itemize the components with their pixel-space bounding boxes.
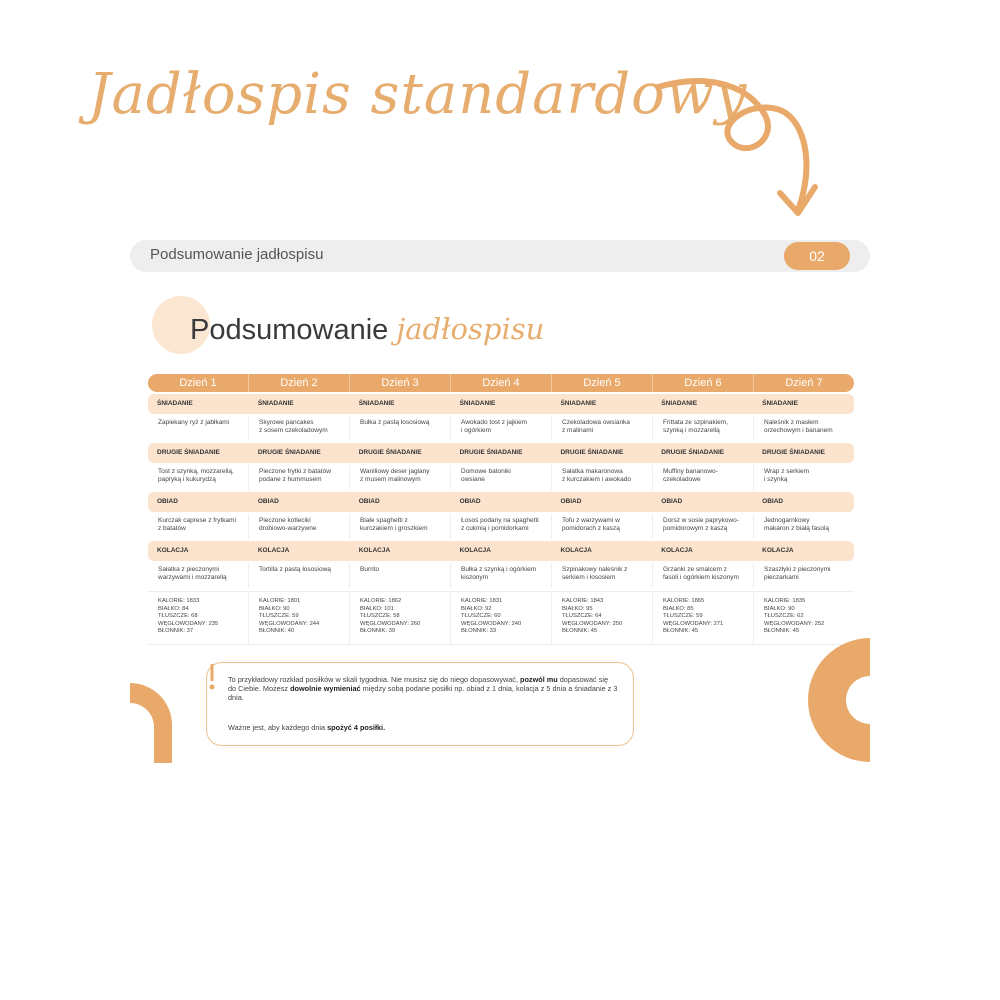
exclamation-icon: [209, 664, 215, 690]
nutrition-line: BŁONNIK: 39: [360, 628, 396, 635]
nutrition-line: WĘGLOWODANY: 260: [360, 620, 421, 627]
meal-label: ŚNIADANIE: [358, 400, 395, 407]
nutrition-line: KALORIE: 1833: [158, 598, 200, 604]
nutrition-line: BIAŁKO: 92: [461, 605, 492, 612]
meal-label: DRUGIE ŚNIADANIE: [661, 449, 725, 456]
nutrition-line: WĘGLOWODANY: 235: [158, 620, 219, 627]
meal-item: Szaszłyki z pieczonymi pieczarkami: [764, 566, 831, 581]
meal-label-row: [148, 492, 854, 512]
nutrition-line: WĘGLOWODANY: 271: [663, 620, 724, 627]
meal-label: KOLACJA: [661, 547, 693, 554]
meal-label: KOLACJA: [358, 547, 391, 554]
food-row: [148, 416, 854, 441]
meal-item: Sałatka z pieczonymi warzywami i mozzarellą: [148, 563, 249, 588]
nutrition-line: BŁONNIK: 45: [663, 628, 699, 635]
meal-item: Jednogarnkowy makaron z białą fasolą: [764, 517, 830, 532]
section-title-script: jadłospisu: [396, 312, 545, 346]
meal-item: Domowe batoniki owsiane: [451, 465, 552, 490]
meal-label: DRUGIE ŚNIADANIE: [157, 449, 220, 456]
day-header: Dzień 3: [350, 374, 451, 392]
nutrition-line: WĘGLOWODANY: 244: [259, 620, 320, 627]
main-title: Jadłospis standardowy: [88, 62, 748, 127]
meal-item: Bułka z pastą łososiową: [350, 416, 451, 441]
nutrition-cell: [350, 592, 451, 644]
meal-label: DRUGIE ŚNIADANIE: [762, 449, 825, 456]
nutrition-cell: [552, 592, 653, 644]
day-header: Dzień 5: [552, 374, 653, 392]
meal-label: ŚNIADANIE: [661, 400, 698, 407]
nutrition-line: BŁONNIK: 33: [461, 628, 497, 635]
meal-item: Tofu z warzywami w pomidorach z kaszą: [552, 514, 653, 539]
nutrition-line: WĘGLOWODANY: 250: [562, 620, 623, 627]
meal-label-row: [148, 443, 854, 463]
meal-item: Wrap z serkiem i szynką: [764, 468, 810, 483]
nutrition-line: TŁUSZCZE: 60: [461, 613, 501, 620]
header-title: Podsumowanie jadłospisu: [150, 246, 324, 263]
nutrition-cell: [653, 592, 754, 644]
meal-plan-table: [148, 374, 854, 645]
meal-item: Szpinakowy naleśnik z serkiem i łososiem: [552, 563, 653, 588]
meal-label: KOLACJA: [459, 547, 491, 554]
nutrition-cell: [754, 592, 854, 644]
nutrition-row: [148, 591, 854, 645]
day-header: Dzień 2: [249, 374, 350, 392]
meal-item: Sałatka makaronowa z kurczakiem i awokado: [552, 465, 653, 490]
nutrition-line: WĘGLOWODANY: 240: [461, 620, 522, 627]
nutrition-line: KALORIE: 1865: [663, 598, 705, 604]
days-header-row: [148, 374, 854, 392]
day-header: Dzień 1: [148, 374, 249, 392]
nutrition-line: KALORIE: 1843: [562, 598, 604, 604]
meal-item: Frittata ze szpinakiem, szynką i mozzarellą: [653, 416, 754, 441]
meal-item: Tost z szynką, mozzarellą, papryką i kukurydzą: [148, 465, 249, 490]
note-paragraph-2: Ważne jest, aby każdego dnia spożyć 4 posiłki.: [228, 723, 386, 732]
nutrition-line: BŁONNIK: 40: [259, 628, 295, 635]
meal-item: Pieczone kotleciki drobiowo-warzywne: [249, 514, 350, 539]
meal-label: KOLACJA: [560, 547, 592, 554]
meal-label: ŚNIADANIE: [459, 400, 496, 407]
decorative-half-ring-left: [130, 683, 172, 763]
nutrition-line: TŁUSZCZE: 64: [562, 613, 602, 620]
meal-label: ŚNIADANIE: [560, 400, 597, 407]
nutrition-line: BIAŁKO: 101: [360, 605, 394, 612]
meal-label: KOLACJA: [157, 547, 189, 554]
section-title-plain: Podsumowanie: [190, 314, 389, 346]
nutrition-line: TŁUSZCZE: 68: [158, 613, 198, 620]
meal-item: Białe spaghetti z kurczakiem i groszkiem: [350, 514, 451, 539]
meal-label: OBIAD: [157, 498, 178, 505]
meal-item: Skyrowe pancakes z sosem czekoladowym: [249, 416, 350, 441]
decorative-half-ring-right: [798, 638, 870, 762]
meal-label-row: [148, 394, 854, 414]
header-bar: [130, 240, 870, 272]
nutrition-line: BIAŁKO: 95: [562, 605, 593, 612]
nutrition-line: BŁONNIK: 45: [764, 628, 800, 635]
meal-label: OBIAD: [257, 498, 279, 505]
meal-item: Kurczak caprese z frytkami z batatów: [148, 514, 249, 539]
nutrition-line: BIAŁKO: 84: [158, 605, 189, 612]
meal-label: OBIAD: [560, 498, 582, 505]
nutrition-line: BIAŁKO: 85: [663, 605, 694, 612]
nutrition-line: KALORIE: 1835: [764, 598, 806, 604]
meal-label: OBIAD: [459, 498, 481, 505]
meal-item: Burrito: [350, 563, 451, 588]
nutrition-line: KALORIE: 1801: [259, 598, 301, 604]
food-row: [148, 514, 854, 539]
meal-label: ŚNIADANIE: [257, 400, 294, 407]
meal-label: ŚNIADANIE: [157, 400, 193, 407]
meal-label: DRUGIE ŚNIADANIE: [257, 449, 321, 456]
meal-label: DRUGIE ŚNIADANIE: [358, 449, 422, 456]
meal-item: Naleśnik z masłem orzechowym i bananem: [764, 419, 833, 434]
meal-label: ŚNIADANIE: [762, 400, 798, 407]
nutrition-line: BŁONNIK: 37: [158, 628, 194, 635]
nutrition-cell: [148, 592, 249, 644]
section-title: [190, 312, 544, 347]
meal-label: OBIAD: [358, 498, 380, 505]
nutrition-line: BŁONNIK: 45: [562, 628, 598, 635]
meal-item: Dorsz w sosie paprykowo- pomidorowym z kaszą: [653, 514, 754, 539]
note-paragraph: To przykładowy rozkład posiłków w skali tygodnia. Nie musisz się do niego dopasowywać, pozwól mu dopasować się do Ciebie. Możesz dowolnie wymieniać między sobą podane posiłki np. obiad z 1 dnia, kolacja z 5 dnia a śniadanie z 3 dnia.: [228, 675, 618, 702]
food-row: [148, 465, 854, 490]
meal-label-row: [148, 541, 854, 561]
meal-label: DRUGIE ŚNIADANIE: [560, 449, 624, 456]
nutrition-line: TŁUSZCZE: 62: [764, 613, 804, 620]
meal-item: Czekoladowa owsianka z malinami: [552, 416, 653, 441]
meal-item: Grzanki ze smalcem z fasoli i ogórkiem kiszonym: [653, 563, 754, 588]
day-header: Dzień 4: [451, 374, 552, 392]
nutrition-cell: [451, 592, 552, 644]
nutrition-line: TŁUSZCZE: 58: [360, 613, 400, 620]
meal-label: KOLACJA: [762, 547, 794, 554]
food-row: [148, 563, 854, 588]
meal-label: DRUGIE ŚNIADANIE: [459, 449, 523, 456]
meal-item: Awokado tost z jajkiem i ogórkiem: [451, 416, 552, 441]
nutrition-line: WĘGLOWODANY: 252: [764, 620, 825, 627]
meal-item: Tortilla z pastą łososiową: [249, 563, 350, 588]
day-header: Dzień 6: [653, 374, 754, 392]
nutrition-line: TŁUSZCZE: 59: [663, 613, 703, 620]
nutrition-line: KALORIE: 1831: [461, 598, 503, 604]
page-number-badge: 02: [784, 242, 850, 270]
meal-item: Waniliowy deser jaglany z musem malinowym: [350, 465, 451, 490]
nutrition-line: TŁUSZCZE: 59: [259, 613, 299, 620]
nutrition-line: KALORIE: 1862: [360, 598, 402, 604]
nutrition-cell: [249, 592, 350, 644]
meal-label: OBIAD: [762, 498, 784, 505]
meal-item: Muffiny bananowo- czekoladowe: [653, 465, 754, 490]
nutrition-line: BIAŁKO: 90: [764, 605, 795, 612]
nutrition-line: BIAŁKO: 90: [259, 605, 290, 612]
meal-label: OBIAD: [661, 498, 683, 505]
day-header: Dzień 7: [785, 377, 823, 389]
meal-label: KOLACJA: [257, 547, 290, 554]
meal-item: Pieczone frytki z batatów podane z hummusem: [249, 465, 350, 490]
meal-item: Zapiekany ryż z jabłkami: [148, 416, 249, 441]
meal-item: Łosoś podany na spaghetti z cukinią i pomidorkami: [451, 514, 552, 539]
curved-arrow-icon: [650, 75, 830, 225]
meal-item: Bułka z szynką i ogórkiem kiszonym: [451, 563, 552, 588]
